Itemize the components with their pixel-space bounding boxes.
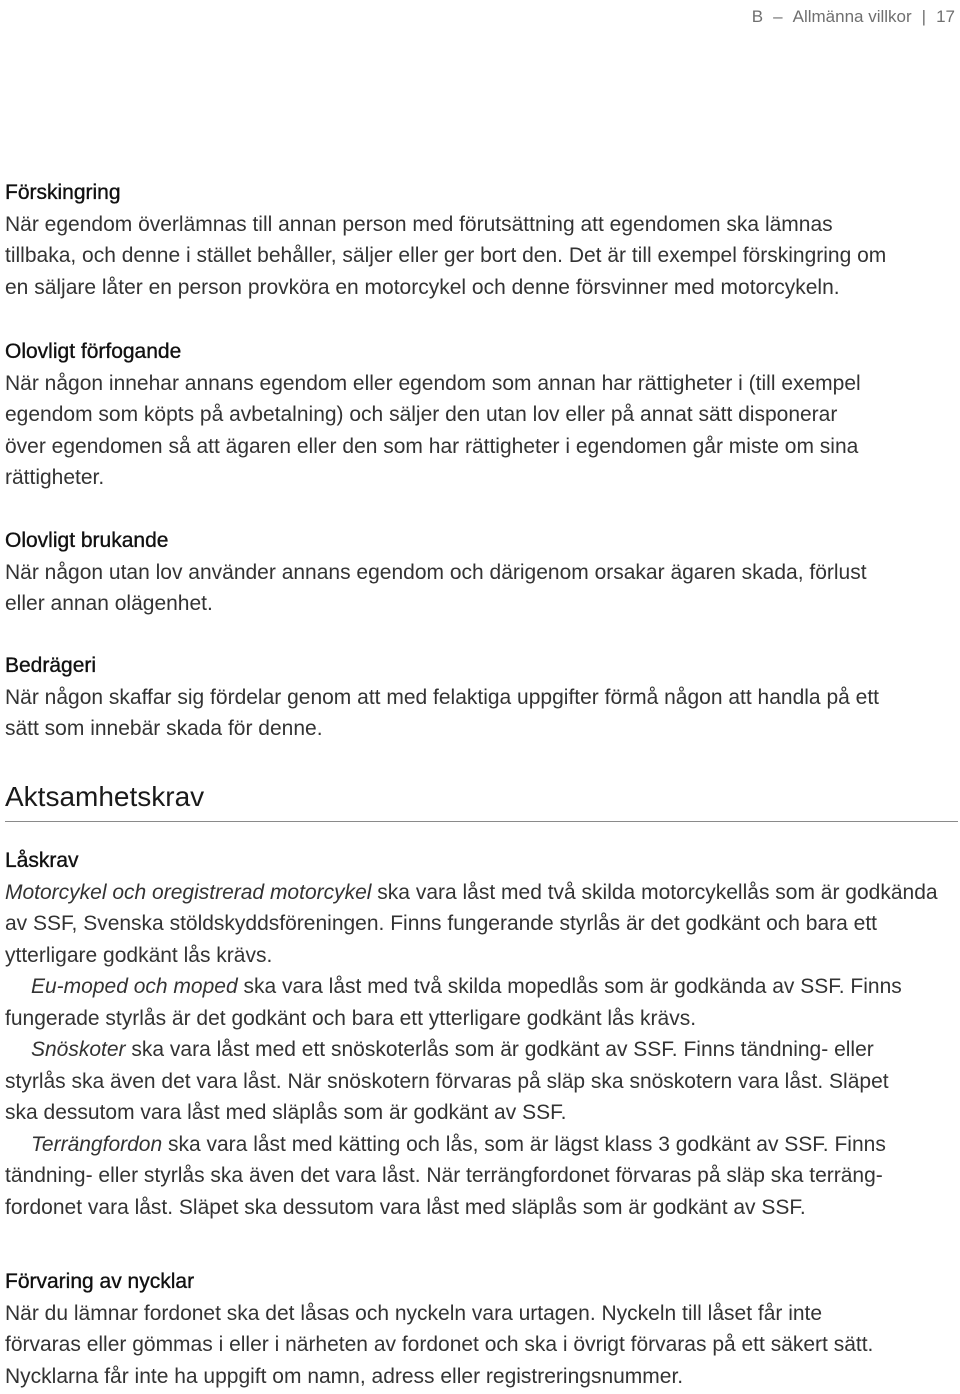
definition-heading: Förskingring: [5, 181, 121, 204]
body-line: fungerade styrlås är det godkänt och bara ett ytterligare godkänt lås krävs.: [5, 1006, 697, 1030]
body-line: När någon utan lov använder annans egendom och därigenom orsakar ägaren skada, förlust: [5, 560, 867, 584]
definition-heading: Olovligt brukande: [5, 529, 169, 552]
body-line: Nycklarna får inte ha uppgift om namn, adress eller registreringsnummer.: [5, 1364, 684, 1388]
body-line: När du lämnar fordonet ska det låsas och nyckeln vara urtagen. Nyckeln till låset får inte: [5, 1301, 823, 1325]
body-line: egendom som köpts på avbetalning) och säljer den utan lov eller på annat sätt disponerar: [5, 403, 838, 426]
body-line: När någon skaffar sig fördelar genom att med felaktiga uppgifter förmå någon att handla på ett: [5, 685, 879, 709]
body-line: tillbaka, och denne i stället behåller, säljer eller ger bort den. Det är till exempel förskingring om: [5, 244, 887, 267]
definition-bedrageri: [5, 650, 958, 745]
body-line: en säljare låter en person provköra en motorcykel och denne försvinner med motorcykeln.: [5, 275, 840, 299]
body-line: ska dessutom vara låst med släplås som är godkänt av SSF.: [5, 1101, 567, 1124]
body-line: fordonet vara låst. Släpet ska dessutom vara låst med släplås som är godkänt av SSF.: [5, 1195, 806, 1219]
vehicle-type-lead: Terrängfordon: [31, 1132, 163, 1156]
forvaring-av-nycklar-section: [5, 1266, 958, 1392]
body-line: förvaras eller gömmas i eller i närheten av fordonet och ska i övrigt förvaras på ett säkert sätt.: [5, 1333, 874, 1356]
definition-heading: Bedrägeri: [5, 654, 97, 677]
body-line: av SSF, Svenska stöldskyddsföreningen. Finns fungerande styrlås är det godkänt och bara ett: [5, 912, 878, 935]
body-line: sätt som innebär skada för denne.: [5, 717, 323, 740]
header-separator: |: [921, 7, 927, 26]
page-number: 17: [936, 7, 955, 26]
body-line: rättigheter.: [5, 466, 105, 489]
body-line: När egendom överlämnas till annan person med förutsättning att egendomen ska lämnas: [5, 212, 833, 236]
definition-olovligt-brukande: [5, 525, 958, 620]
running-header: [752, 5, 955, 29]
line-text: ska vara låst med två skilda mopedlås som är godkända av SSF. Finns: [237, 975, 902, 998]
body-line: styrlås ska även det vara låst. När snöskotern förvaras på släp ska snöskotern vara låst. Släpet: [5, 1069, 889, 1093]
header-dash: –: [773, 7, 783, 26]
line-text: ska vara låst med ett snöskoterlås som är godkänt av SSF. Finns tändning- eller: [125, 1038, 874, 1061]
laskrav-section: [5, 845, 958, 1223]
body-line: När någon innehar annans egendom eller egendom som annan har rättigheter i (till exempel: [5, 371, 861, 395]
paragraph-first-line: [5, 1129, 958, 1161]
body-line: tändning- eller styrlås ska även det vara låst. När terrängfordonet förvaras på släp ska terräng-: [5, 1164, 883, 1187]
vehicle-type-lead: Motorcykel och oregistrerad motorcykel: [5, 880, 372, 904]
definition-heading: Olovligt förfogande: [5, 340, 182, 363]
subsection-heading: Låskrav: [5, 849, 79, 872]
paragraph-first-line: [5, 971, 958, 1003]
body-line: ytterligare godkänt lås krävs.: [5, 943, 273, 967]
vehicle-type-lead: Snöskoter: [31, 1038, 126, 1061]
section-title: Aktsamhetskrav: [5, 781, 205, 812]
line-text: ska vara låst med två skilda motorcykellås som är godkända: [371, 880, 938, 904]
line-text: ska vara låst med kätting och lås, som är lägst klass 3 godkänt av SSF. Finns: [162, 1132, 886, 1156]
header-title: Allmänna villkor: [792, 7, 912, 26]
subsection-heading: Förvaring av nycklar: [5, 1270, 195, 1293]
vehicle-type-lead: Eu-moped och moped: [31, 975, 238, 998]
definition-forskingring: [5, 177, 958, 303]
paragraph-first-line: [5, 877, 958, 909]
body-line: eller annan olägenhet.: [5, 592, 213, 615]
section-divider: [5, 821, 958, 822]
body-line: över egendomen så att ägaren eller den som har rättigheter i egendomen går miste om sina: [5, 434, 859, 458]
section-letter: B: [751, 7, 764, 26]
paragraph-first-line: [5, 1034, 958, 1066]
definition-olovligt-forfogande: [5, 336, 958, 494]
